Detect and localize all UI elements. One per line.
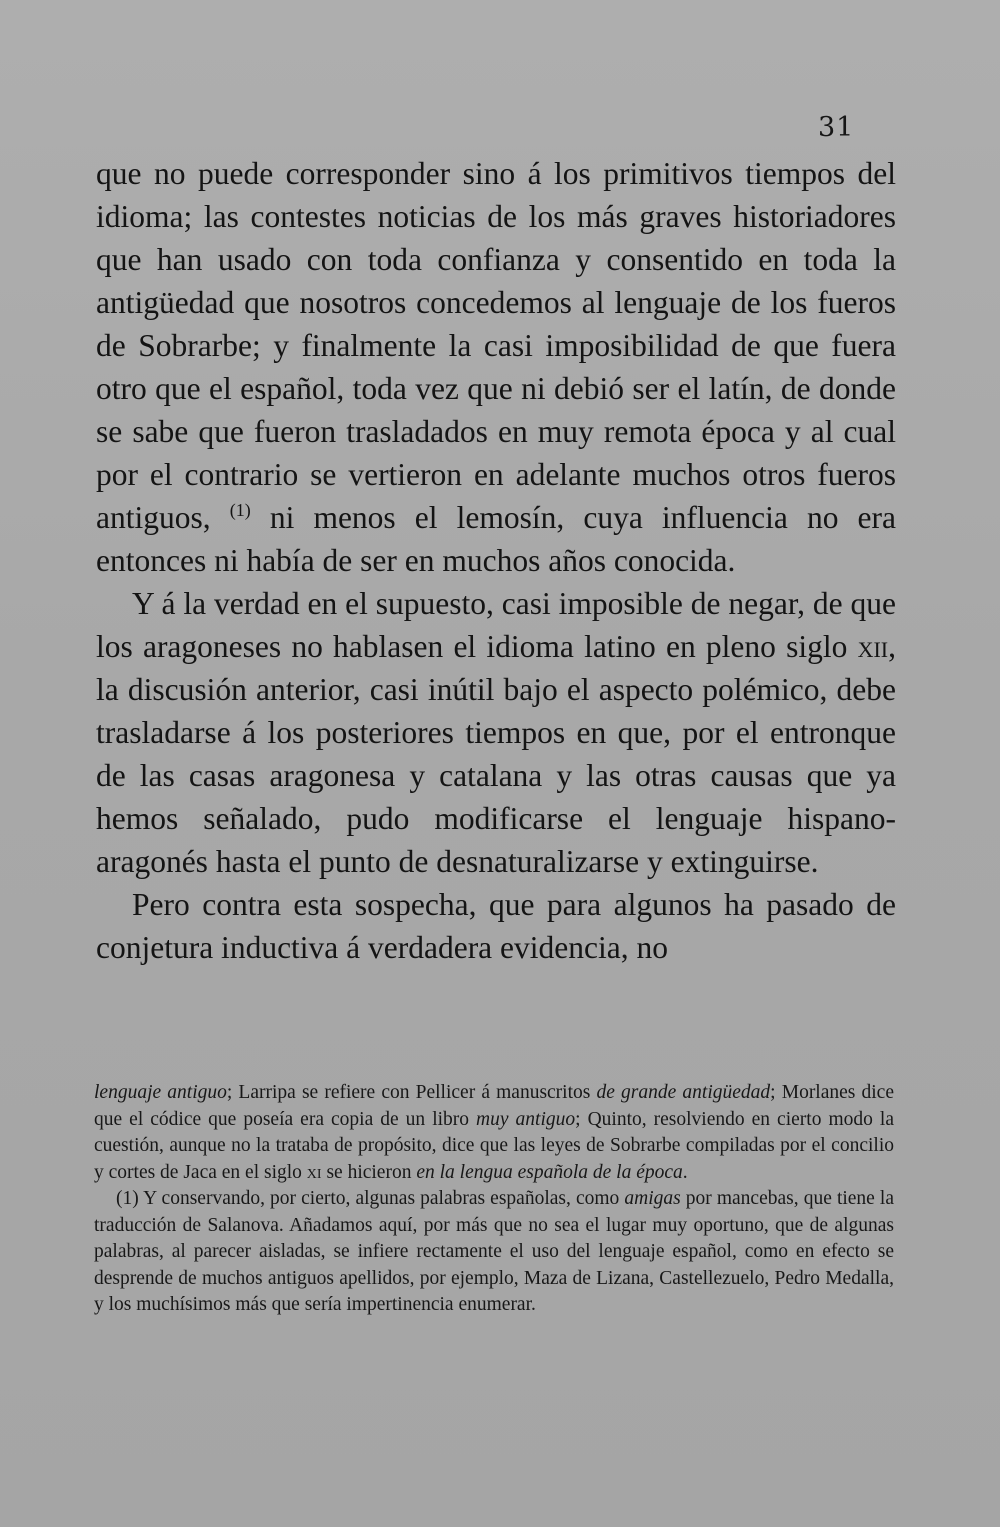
footnote-century-numeral: xi <box>306 1161 322 1183</box>
main-text <box>96 152 896 969</box>
footnote-text-3: ; Quinto, resolviendo en cierto modo la cuestión, aunque no la trataba de propósito, dice que las leyes de Sobrarbe compiladas por el concilio y cortes de Jaca en el siglo <box>94 1108 894 1183</box>
footnote-italic-2: de grande antigüedad <box>596 1082 771 1103</box>
paragraph-1-text-b: ni menos el lemosín, cuya influencia no era entonces ni había de ser en muchos años conocida. <box>96 500 897 578</box>
footnote-italic-4: en la lengua española de la época <box>416 1161 683 1183</box>
paragraph-1-text-a: que no puede corresponder sino á los primitivos tiempos del idioma; las contestes noticias de los más graves historiadores que han usado con toda confianza y consentido en toda la antigüedad que nosotros concedemos al lenguaje de los fueros de Sobrarbe; y finalmente la casi imposibilidad de que fuera otro que el español, toda vez que ni debió ser el latín, de donde se sabe que fueron trasladados en muy remota época y al cual por el contrario se vertieron en adelante muchos otros fueros antiguos, <box>96 156 896 535</box>
footnote-italic-1: lenguaje antiguo <box>94 1082 227 1103</box>
footnote-italic-3: muy antiguo <box>476 1108 576 1130</box>
paragraph-2 <box>96 582 896 883</box>
footnote-reference-1: (1) <box>229 500 251 520</box>
century-numeral: xii <box>857 629 889 664</box>
footnote-text-1: ; Larripa se refiere con Pellicer á manuscritos <box>226 1082 597 1103</box>
footnote-1-italic: amigas <box>624 1188 681 1209</box>
paragraph-1 <box>96 152 896 582</box>
paragraph-3: Pero contra esta sospecha, que para algunos ha pasado de conjetura inductiva á verdadera evidencia, no <box>96 887 896 965</box>
footnote-1 <box>94 1186 894 1319</box>
footnote-1-text-1: Y conservando, por cierto, algunas palabras españolas, como <box>138 1188 625 1209</box>
page-number: 31 <box>818 112 855 143</box>
paragraph-2-text-b: , la discusión anterior, casi inútil bajo el aspecto polémico, debe trasladarse á los posteriores tiempos en que, por el entronque de las casas aragonesa y catalana y las otras causas que ya hemos señalado, pudo modificarse el lenguaje hispano-aragonés hasta el punto de desnaturalizarse y extinguirse. <box>96 629 897 879</box>
footnote-1-marker: (1) <box>116 1188 139 1209</box>
footnote-text-2: ; Morlanes dice que el códice que poseía era copia de un libro <box>94 1082 894 1130</box>
footnote-text-4: se hicieron <box>321 1161 417 1183</box>
paragraph-2-text-a: Y á la verdad en el supuesto, casi imposible de negar, de que los aragoneses no hablasen el idioma latino en pleno siglo <box>96 586 896 664</box>
footnote-continued <box>94 1080 894 1186</box>
footnote-text-5: . <box>682 1161 688 1183</box>
footnotes <box>94 1080 894 1319</box>
footnote-1-text-2: por mancebas, que tiene la traducción de Salanova. Añadamos aquí, por más que no sea el lugar muy oportuno, que de algunas palabras, al parecer aisladas, se infiere rectamente el uso del lenguaje español, como en efecto se desprende de muchos antiguos apellidos, por ejemplo, Maza de Lizana, Castellezuelo, Pedro Medalla, y los muchísimos más que sería impertinencia enumerar. <box>94 1188 894 1315</box>
